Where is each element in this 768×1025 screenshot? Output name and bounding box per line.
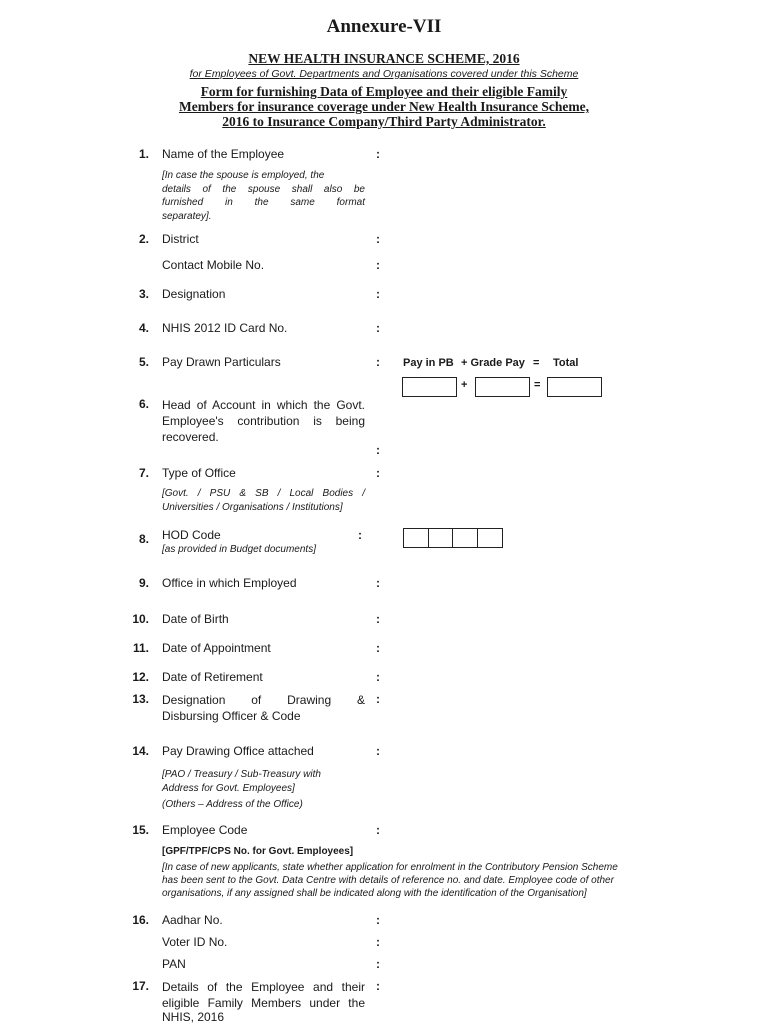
- form-title-line-2: Members for insurance coverage under New Health Insurance Scheme,: [178, 99, 590, 114]
- item-6-colon: :: [376, 443, 380, 457]
- item-10-colon: :: [376, 612, 380, 626]
- item-9-label: Office in which Employed: [162, 576, 297, 590]
- item-13-label-line-2: Disbursing Officer & Code: [162, 709, 301, 723]
- item-2-label: District: [162, 232, 199, 246]
- item-17-label-line-2: eligible Family Members under the: [162, 996, 365, 1010]
- item-14-note-line-3: (Others – Address of the Office): [162, 799, 303, 810]
- pay-in-pb-box[interactable]: [402, 377, 457, 397]
- grade-pay-box[interactable]: [475, 377, 530, 397]
- item-14-number: 14.: [132, 744, 149, 758]
- item-13-number: 13.: [132, 692, 149, 706]
- item-5-label: Pay Drawn Particulars: [162, 355, 281, 369]
- item-12-colon: :: [376, 670, 380, 684]
- item-16-sub-colon-2: :: [376, 957, 380, 971]
- item-7-number: 7.: [138, 466, 149, 480]
- item-16-sub-colon-1: :: [376, 935, 380, 949]
- item-15-note-line-2: has been sent to the Govt. Data Centre with details of reference no. and date. Employee code of other: [162, 875, 614, 886]
- item-16-sub-label-1: Voter ID No.: [162, 935, 228, 949]
- item-2-sub-label: Contact Mobile No.: [162, 258, 265, 272]
- hod-code-divider: [477, 529, 478, 547]
- item-1-note-line-1: [In case the spouse is employed, the: [162, 170, 325, 181]
- item-15-number: 15.: [132, 823, 149, 837]
- item-4-number: 4.: [138, 321, 149, 335]
- form-title-line-3: 2016 to Insurance Company/Third Party Administrator.: [222, 114, 546, 129]
- total-box[interactable]: [547, 377, 602, 397]
- item-16-label: Aadhar No.: [162, 913, 223, 927]
- item-11-colon: :: [376, 641, 380, 655]
- item-6-label-line-1: Head of Account in which the Govt.: [162, 398, 365, 412]
- item-3-label: Designation: [162, 287, 226, 301]
- item-2-sub-colon: :: [376, 258, 380, 272]
- item-7-note-line-1: [Govt. / PSU & SB / Local Bodies /: [162, 488, 365, 499]
- item-3-number: 3.: [138, 287, 149, 301]
- item-16-number: 16.: [132, 913, 149, 927]
- item-5-colon: :: [376, 355, 380, 369]
- equals-sign: =: [534, 379, 541, 391]
- item-7-colon: :: [376, 466, 380, 480]
- item-1-note-line-3: furnished in the same format: [162, 197, 365, 208]
- item-8-label: HOD Code: [162, 528, 221, 542]
- total-label: Total: [553, 357, 579, 369]
- item-15-colon: :: [376, 823, 380, 837]
- item-8-number: 8.: [138, 532, 149, 546]
- pay-in-pb-label: Pay in PB: [403, 357, 454, 369]
- item-4-label: NHIS 2012 ID Card No.: [162, 321, 288, 335]
- annexure-title: Annexure-VII: [326, 16, 442, 37]
- item-10-label: Date of Birth: [162, 612, 229, 626]
- item-1-label: Name of the Employee: [162, 147, 285, 161]
- item-6-label-line-3: recovered.: [162, 430, 219, 444]
- item-15-bold-note: [GPF/TPF/CPS No. for Govt. Employees]: [162, 846, 354, 857]
- item-17-colon: :: [376, 979, 380, 993]
- item-7-label: Type of Office: [162, 466, 236, 480]
- item-14-note-line-1: [PAO / Treasury / Sub-Treasury with: [162, 769, 321, 780]
- item-15-note-line-1: [In case of new applicants, state whether application for enrolment in the Contributory Pension Scheme: [162, 862, 618, 873]
- item-11-number: 11.: [132, 641, 149, 655]
- hod-code-divider: [452, 529, 453, 547]
- item-17-label-line-3: NHIS, 2016: [162, 1010, 225, 1024]
- form-title-line-1: Form for furnishing Data of Employee and their eligible Family: [200, 84, 568, 99]
- item-1-number: 1.: [138, 147, 149, 161]
- item-16-colon: :: [376, 913, 380, 927]
- item-7-note-line-2: Universities / Organisations / Institutions]: [162, 501, 343, 513]
- plus-sign: +: [461, 379, 468, 391]
- item-11-label: Date of Appointment: [162, 641, 271, 655]
- item-17-label-line-1: Details of the Employee and their: [162, 980, 365, 994]
- item-17-number: 17.: [132, 979, 149, 993]
- item-8-colon: :: [358, 528, 362, 542]
- item-9-colon: :: [376, 576, 380, 590]
- item-6-label-line-2: Employee's contribution is being: [162, 414, 365, 428]
- item-2-number: 2.: [138, 232, 149, 246]
- item-1-note-line-4: separatey].: [162, 210, 212, 222]
- scheme-title: NEW HEALTH INSURANCE SCHEME, 2016: [248, 51, 520, 66]
- item-13-label-line-1: Designation of Drawing &: [162, 693, 365, 707]
- item-4-colon: :: [376, 321, 380, 335]
- scheme-subtitle: for Employees of Govt. Departments and Organisations covered under this Scheme: [189, 68, 579, 80]
- item-10-number: 10.: [132, 612, 149, 626]
- hod-code-boxes[interactable]: [403, 528, 503, 548]
- item-14-colon: :: [376, 744, 380, 758]
- item-14-note-line-2: Address for Govt. Employees]: [162, 783, 295, 794]
- equals-sign-label: =: [533, 357, 540, 369]
- item-15-note-line-3: organisations, if any assigned shall be indicated along with the identification of the Organisation]: [162, 888, 587, 899]
- item-1-colon: :: [376, 147, 380, 161]
- item-2-colon: :: [376, 232, 380, 246]
- grade-pay-label: + Grade Pay: [461, 357, 525, 369]
- item-5-number: 5.: [138, 355, 149, 369]
- item-12-label: Date of Retirement: [162, 670, 263, 684]
- item-9-number: 9.: [138, 576, 149, 590]
- hod-code-divider: [428, 529, 429, 547]
- item-12-number: 12.: [132, 670, 149, 684]
- item-1-note-line-2: details of the spouse shall also be: [162, 183, 365, 195]
- item-3-colon: :: [376, 287, 380, 301]
- item-15-label: Employee Code: [162, 823, 248, 837]
- item-16-sub-label-2: PAN: [162, 957, 186, 971]
- item-14-label: Pay Drawing Office attached: [162, 744, 314, 758]
- item-13-colon: :: [376, 692, 380, 706]
- item-6-number: 6.: [138, 397, 149, 411]
- item-8-note: [as provided in Budget documents]: [162, 544, 316, 555]
